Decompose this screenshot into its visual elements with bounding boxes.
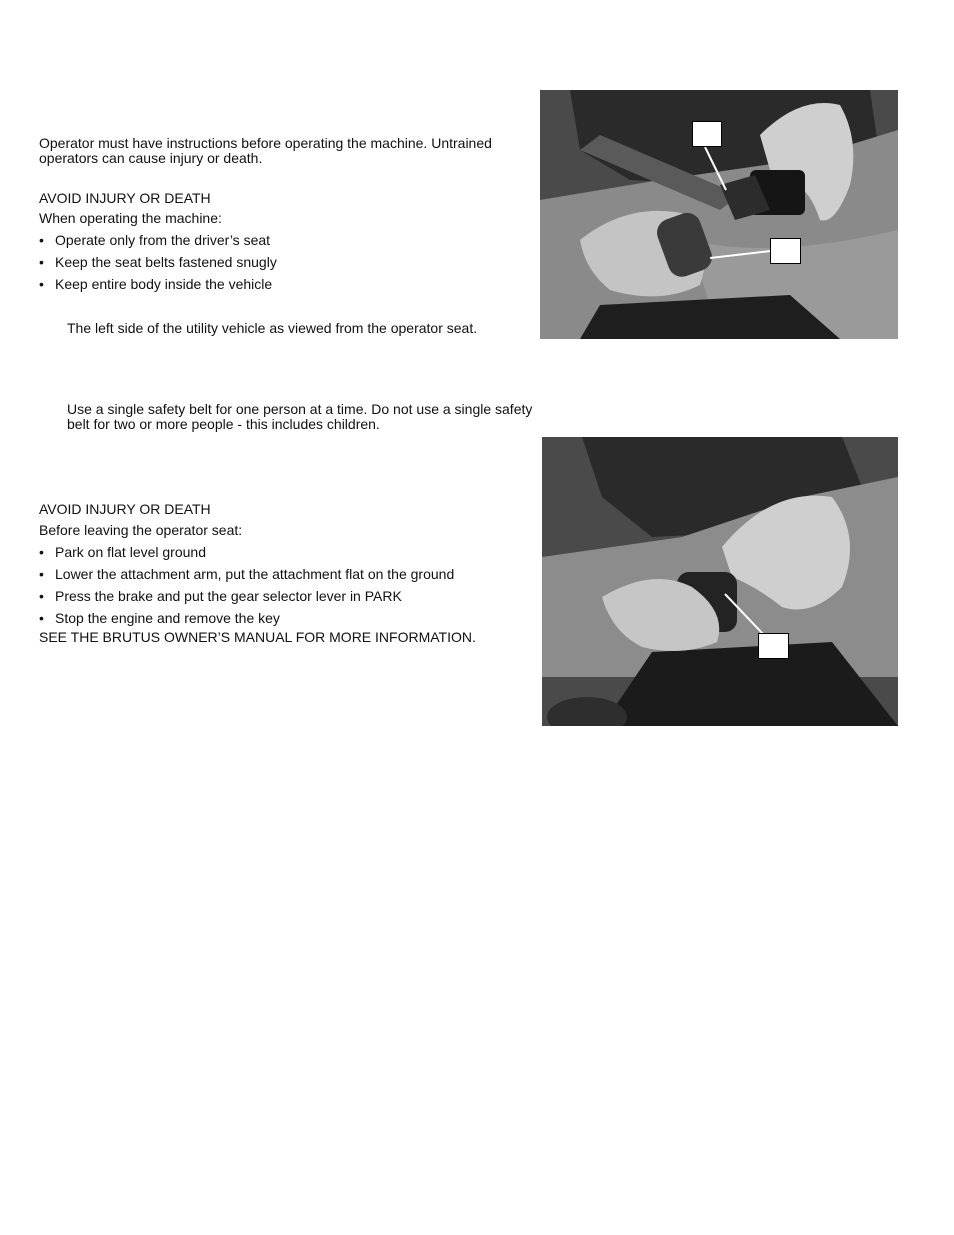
owners-manual-notice: SEE THE BRUTUS OWNER’S MANUAL FOR MORE INFORMATION. bbox=[39, 629, 476, 645]
list-item: • Keep the seat belts fastened snugly bbox=[39, 255, 277, 277]
note-left-side: The left side of the utility vehicle as viewed from the operator seat. bbox=[67, 320, 478, 336]
warning-heading-leaving: AVOID INJURY OR DEATH bbox=[39, 501, 211, 517]
operating-rules-list bbox=[39, 233, 277, 299]
list-item: • Lower the attachment arm, put the attachment flat on the ground bbox=[39, 567, 454, 589]
seat-belt-inserted-illustration bbox=[542, 437, 898, 726]
warning-heading-operating: AVOID INJURY OR DEATH bbox=[39, 190, 211, 206]
intro-line-1: Operator must have instructions before operating the machine. Untrained bbox=[39, 135, 492, 151]
seat-belt-inserted-photo bbox=[542, 437, 898, 726]
warning-lead-leaving: Before leaving the operator seat: bbox=[39, 522, 243, 538]
callout-box-tongue bbox=[770, 238, 801, 264]
intro-line-2: operators can cause injury or death. bbox=[39, 150, 263, 166]
list-item: • Stop the engine and remove the key bbox=[39, 611, 454, 631]
callout-box-latch-plate bbox=[692, 121, 722, 147]
note-single-belt-line-2: belt for two or more people - this includes children. bbox=[67, 416, 380, 432]
list-item: • Operate only from the driver’s seat bbox=[39, 233, 277, 255]
leaving-rules-list bbox=[39, 545, 454, 631]
note-single-belt-line-1: Use a single safety belt for one person at a time. Do not use a single safety bbox=[67, 401, 533, 417]
list-item: • Press the brake and put the gear selector lever in PARK bbox=[39, 589, 454, 611]
callout-box-buckle bbox=[758, 633, 789, 659]
list-item: • Park on flat level ground bbox=[39, 545, 454, 567]
warning-lead-operating: When operating the machine: bbox=[39, 210, 222, 226]
list-item: • Keep entire body inside the vehicle bbox=[39, 277, 277, 299]
